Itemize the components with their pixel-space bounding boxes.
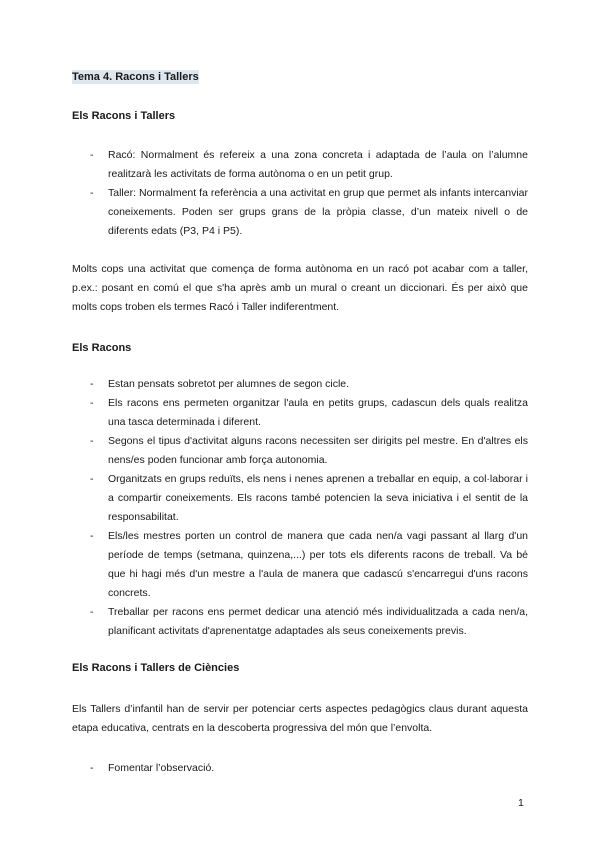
list-dash: - [90, 606, 94, 618]
list-dash: - [90, 149, 94, 161]
section-heading-racons: Els Racons [72, 342, 132, 354]
list-item [72, 375, 528, 394]
intro-paragraph: Molts cops una activitat que comença de forma autònoma en un racó pot acabar com a taller, p.ex.: posant en comú el que s'ha après amb un mural o creant un diccionari. És per això que molts cops troben els termes Racó i Taller indiferentment. [72, 263, 528, 313]
page-number: 1 [518, 797, 524, 809]
list-item-text: Segons el tipus d'activitat alguns racons necessiten ser dirigits pel mestre. En d'altres els nens/es poden funcionar amb força autonomia. [108, 435, 528, 466]
list-item-text: Els racons ens permeten organitzar l'aula en petits grups, cadascun dels quals realitza una tasca determinada i diferent. [108, 397, 528, 428]
list-item-text: Els/les mestres porten un control de manera que cada nen/a vagi passant al llarg d'un període de temps (setmana, quinzena,...) per tots els diferents racons de treball. Va bé que hi hagi més d'un mestre a l'aula de manera que cadascú s'encarregui d'uns racons concrets. [108, 530, 528, 599]
ciencies-list [72, 759, 528, 778]
list-item-text: Treballar per racons ens permet dedicar una atenció més individualitzada a cada nen/a, planificant activitats d'aprenentatge adaptades als seus coneixements previs. [108, 606, 528, 637]
list-item [72, 527, 528, 603]
list-dash: - [90, 187, 94, 199]
list-item [72, 146, 528, 184]
document-title: Tema 4. Racons i Tallers [72, 71, 199, 83]
list-dash: - [90, 435, 94, 447]
list-dash: - [90, 397, 94, 409]
list-item [72, 603, 528, 641]
list-item-text: Fomentar l’observació. [108, 762, 215, 774]
list-dash: - [90, 762, 94, 774]
list-item-text: Organitzats en grups reduïts, els nens i nenes aprenen a treballar en equip, a col·laborar i a compartir coneixements. Els racons també potencien la seva iniciativa i el sentit de la responsabilitat. [108, 473, 528, 523]
list-item [72, 432, 528, 470]
racons-list [72, 375, 528, 641]
list-item-text: Taller: Normalment fa referència a una activitat en grup que permet als infants intercanviar coneixements. Poden ser grups grans de la pròpia classe, d’un mateix nivell o de diferents edats (P3, P4 i P5). [108, 187, 528, 237]
list-item-text: Estan pensats sobretot per alumnes de segon cicle. [108, 378, 350, 390]
ciencies-paragraph: Els Tallers d’infantil han de servir per potenciar certs aspectes pedagògics claus durant aquesta etapa educativa, centrats en la descoberta progressiva del món que l’envolta. [72, 703, 528, 734]
section-heading-racons-tallers: Els Racons i Tallers [72, 110, 176, 122]
list-item-text: Racó: Normalment és refereix a una zona concreta i adaptada de l’aula on l’alumne realitzarà les activitats de forma autònoma o en un petit grup. [108, 149, 528, 180]
list-dash: - [90, 530, 94, 542]
list-item [72, 394, 528, 432]
list-item [72, 184, 528, 241]
list-dash: - [90, 378, 94, 390]
list-item [72, 470, 528, 527]
definitions-list [72, 146, 528, 241]
list-dash: - [90, 473, 94, 485]
list-item [72, 759, 528, 778]
section-heading-ciencies: Els Racons i Tallers de Ciències [72, 662, 240, 674]
